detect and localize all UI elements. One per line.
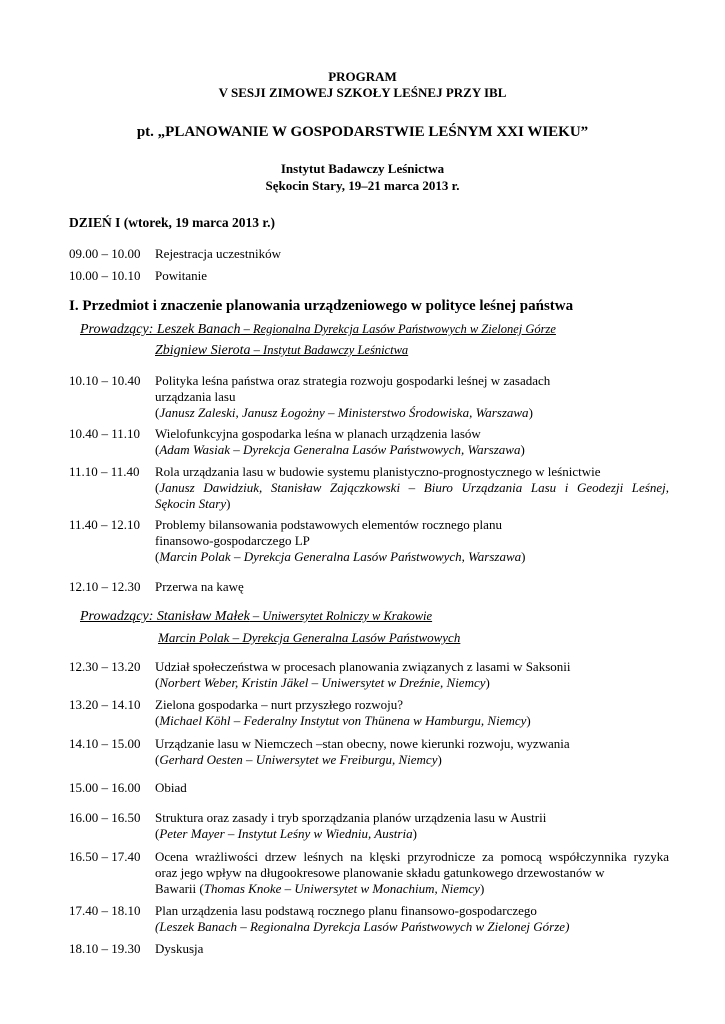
item-time: 16.50 – 17.40: [69, 849, 141, 864]
schedule-item: 14.10 – 15.00 Urządzanie lasu w Niemczech –stan obecny, nowe kierunki rozwoju, wyzwania (Gerhard Oesten – Uniwersytet we Freiburgu, Niemcy): [69, 736, 669, 768]
session-chair-1: [80, 322, 556, 338]
item-title-cont: oraz jego wpływ na długookresowe planowanie składu gatunkowego drzewostanów w: [155, 865, 605, 880]
item-time: 16.00 – 16.50: [69, 810, 141, 825]
session-heading: V SESJI ZIMOWEJ SZKOŁY LEŚNEJ PRZY IBL: [218, 85, 507, 100]
item-title: Urządzanie lasu w Niemczech –stan obecny, nowe kierunki rozwoju, wyzwania: [155, 736, 570, 751]
schedule-item: [69, 246, 669, 262]
day-heading: DZIEŃ I (wtorek, 19 marca 2013 r.): [69, 215, 275, 230]
session-chair-2: [155, 343, 408, 359]
item-speakers: Marcin Polak – Dyrekcja Generalna Lasów Państwowych, Warszawa: [159, 549, 522, 564]
chair-name: Prowadzący: Leszek Banach: [80, 322, 241, 337]
chair-name: Marcin Polak – Dyrekcja Generalna Lasów Państwowych: [158, 630, 461, 645]
session-chair-3: [80, 609, 432, 625]
chair-affiliation: – Uniwersytet Rolniczy w Krakowie: [249, 609, 433, 623]
item-title-cont: urządzania lasu: [155, 389, 236, 404]
item-speakers: Peter Mayer – Instytut Leśny w Wiedniu, Austria: [159, 826, 413, 841]
item-title: Wielofunkcyjna gospodarka leśna w planach urządzenia lasów: [155, 426, 481, 441]
page-title: pt. „PLANOWANIE W GOSPODARSTWIE LEŚNYM XXI WIEKU”: [136, 124, 589, 140]
schedule-item: [69, 903, 669, 935]
item-time: 09.00 – 10.00: [69, 246, 141, 261]
item-title-tail: Bawarii (: [155, 881, 204, 896]
place-date: Sękocin Stary, 19–21 marca 2013 r.: [265, 178, 460, 193]
item-title: Przerwa na kawę: [155, 579, 244, 594]
item-title: Udział społeczeństwa w procesach planowania związanych z lasami w Saksonii: [155, 659, 571, 674]
schedule-item: 10.10 – 10.40 Polityka leśna państwa oraz strategia rozwoju gospodarki leśnej w zasadach urządzania lasu (Janusz Zaleski, Janusz Łogożny – Ministerstwo Środowiska, Warszawa): [69, 373, 669, 421]
item-title: Struktura oraz zasady i tryb sporządzania planów urządzenia lasu w Austrii: [155, 810, 547, 825]
item-title: Plan urządzenia lasu podstawą rocznego planu finansowo-gospodarczego: [155, 903, 537, 918]
item-speakers: Janusz Zaleski, Janusz Łogożny – Ministerstwo Środowiska, Warszawa: [159, 405, 529, 420]
item-title: Zielona gospodarka – nurt przyszłego rozwoju?: [155, 697, 404, 712]
item-title: Rola urządzania lasu w budowie systemu planistyczno-prognostycznego w leśnictwie: [155, 464, 601, 479]
item-time: 12.10 – 12.30: [69, 579, 141, 594]
section-heading: I. Przedmiot i znaczenie planowania urządzeniowego w polityce leśnej państwa: [69, 298, 574, 314]
session-chair-4: [158, 630, 460, 647]
item-speakers: Gerhard Oesten – Uniwersytet we Freiburgu, Niemcy: [159, 752, 438, 767]
item-title: Polityka leśna państwa oraz strategia rozwoju gospodarki leśnej w zasadach: [155, 373, 551, 388]
item-title-close: ): [479, 881, 485, 896]
schedule-item: 12.30 – 13.20 Udział społeczeństwa w procesach planowania związanych z lasami w Saksonii (Norbert Weber, Kristin Jäkel – Uniwersytet w Dreźnie, Niemcy): [69, 659, 669, 691]
item-title: Powitanie: [155, 268, 207, 283]
item-speakers: Michael Köhl – Federalny Instytut von Thünena w Hamburgu, Niemcy: [159, 713, 527, 728]
item-speakers: Thomas Knoke – Uniwersytet w Monachium, Niemcy: [203, 881, 480, 896]
item-time: 11.10 – 11.40: [69, 464, 140, 479]
item-speakers-text: Leszek Banach – Regionalna Dyrekcja Lasów Państwowych w Zielonej Górze: [159, 919, 566, 934]
schedule-item: [69, 579, 669, 595]
item-speakers: (Leszek Banach – Regionalna Dyrekcja Lasów Państwowych w Zielonej Górze): [155, 919, 570, 934]
chair-affiliation: – Regionalna Dyrekcja Lasów Państwowych w Zielonej Górze: [240, 322, 556, 336]
chair-affiliation: – Instytut Badawczy Leśnictwa: [250, 343, 409, 357]
item-time: 14.10 – 15.00: [69, 736, 141, 751]
item-time: 17.40 – 18.10: [69, 903, 141, 918]
program-heading: PROGRAM: [328, 69, 397, 84]
schedule-item: 11.40 – 12.10 Problemy bilansowania podstawowych elementów rocznego planu finansowo-gospodarczego LP (Marcin Polak – Dyrekcja Generalna Lasów Państwowych, Warszawa): [69, 517, 669, 565]
item-title: Obiad: [155, 780, 187, 795]
schedule-item: 11.10 – 11.40 Rola urządzania lasu w budowie systemu planistyczno-prognostycznego w leśnictwie (Janusz Dawidziuk, Stanisław Zajączkowski – Biuro Urządzania Lasu i Geodezji Leśnej, Sękocin Stary): [69, 464, 669, 511]
schedule-item: [69, 268, 669, 284]
item-time: 10.00 – 10.10: [69, 268, 141, 283]
chair-name: Prowadzący: Stanisław Małek: [80, 609, 250, 624]
schedule-item: [69, 780, 669, 796]
item-time: 11.40 – 12.10: [69, 517, 141, 532]
item-time: 15.00 – 16.00: [69, 780, 141, 795]
item-speakers: Norbert Weber, Kristin Jäkel – Uniwersytet w Dreźnie, Niemcy: [159, 675, 486, 690]
schedule-item: 16.00 – 16.50 Struktura oraz zasady i tryb sporządzania planów urządzenia lasu w Austrii (Peter Mayer – Instytut Leśny w Wiedniu, Austria): [69, 810, 669, 842]
item-title-cont: finansowo-gospodarczego LP: [155, 533, 310, 548]
item-time: 13.20 – 14.10: [69, 697, 141, 712]
item-speakers: Janusz Dawidziuk, Stanisław Zajączkowski – Biuro Urządzania Lasu i Geodezji Leśnej,: [159, 480, 669, 495]
item-speakers-cont: Sękocin Stary: [155, 496, 227, 511]
institute-name: Instytut Badawczy Leśnictwa: [280, 161, 445, 176]
item-time: 10.40 – 11.10: [69, 426, 141, 441]
item-title: Problemy bilansowania podstawowych elementów rocznego planu: [155, 517, 502, 532]
chair-name: Zbigniew Sierota: [155, 343, 251, 358]
schedule-item: 13.20 – 14.10 Zielona gospodarka – nurt przyszłego rozwoju? (Michael Köhl – Federalny Instytut von Thünena w Hamburgu, Niemcy): [69, 697, 669, 729]
item-title: Ocena wrażliwości drzew leśnych na klęski przyrodnicze za pomocą współczynnika ryzyka: [155, 849, 669, 864]
item-time: 10.10 – 10.40: [69, 373, 141, 388]
schedule-item: [69, 941, 669, 957]
schedule-item: 10.40 – 11.10 Wielofunkcyjna gospodarka leśna w planach urządzenia lasów (Adam Wasiak – Dyrekcja Generalna Lasów Państwowych, Warszawa): [69, 426, 669, 458]
schedule-item: [69, 849, 669, 897]
item-title: Rejestracja uczestników: [155, 246, 281, 261]
item-speakers: Adam Wasiak – Dyrekcja Generalna Lasów Państwowych, Warszawa: [159, 442, 521, 457]
item-title: Dyskusja: [155, 941, 204, 956]
item-time: 12.30 – 13.20: [69, 659, 141, 674]
item-time: 18.10 – 19.30: [69, 941, 141, 956]
